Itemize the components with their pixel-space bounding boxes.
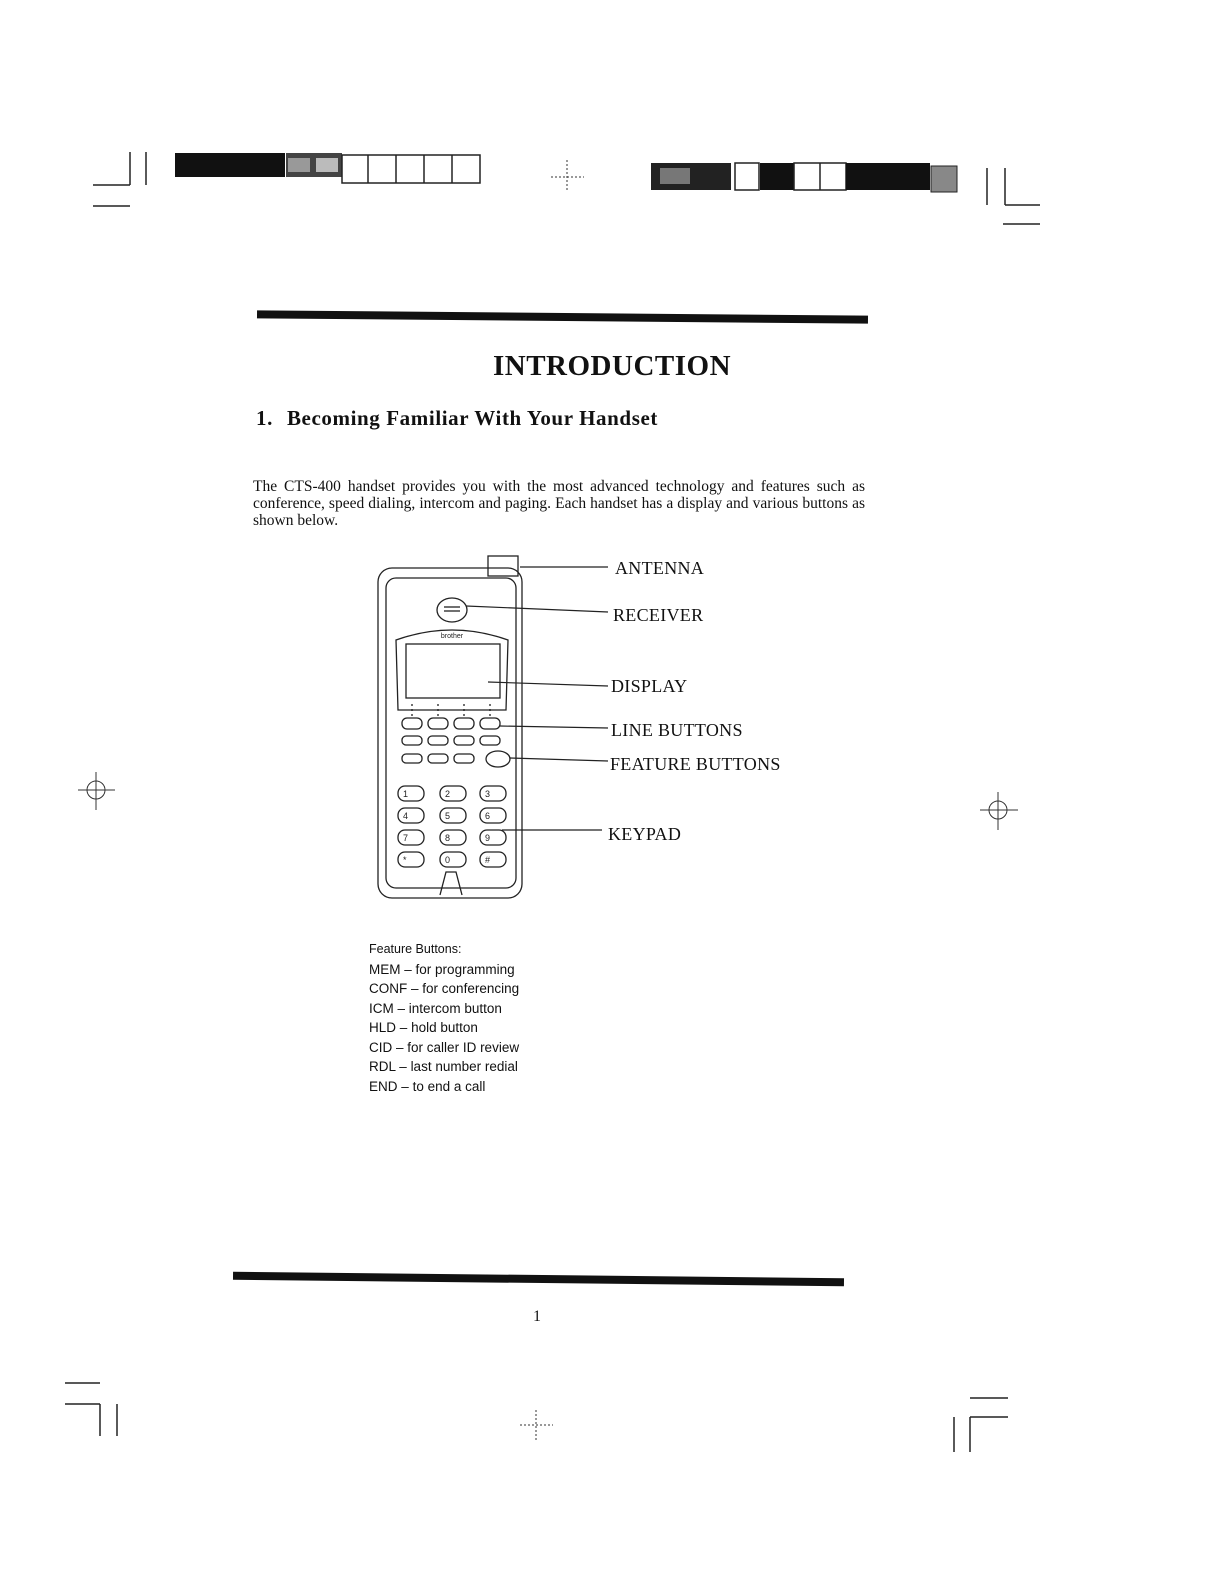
callout-display: DISPLAY <box>611 676 688 696</box>
callout-keypad: KEYPAD <box>608 824 682 844</box>
callout-antenna: ANTENNA <box>615 558 705 578</box>
brand-label: brother <box>440 633 464 640</box>
svg-text:9: 9 <box>485 833 491 843</box>
svg-text:4: 4 <box>403 811 409 821</box>
feature-buttons-legend <box>369 940 519 1096</box>
section-number: 1. <box>256 406 273 430</box>
handset-diagram <box>370 550 620 900</box>
legend-item: HLD – hold button <box>369 1020 478 1035</box>
callout-feature-buttons: FEATURE BUTTONS <box>610 754 781 774</box>
svg-text:5: 5 <box>445 811 451 821</box>
svg-text:3: 3 <box>485 789 491 799</box>
svg-text:8: 8 <box>445 833 451 843</box>
svg-text:#: # <box>485 855 491 865</box>
legend-item: ICM – intercom button <box>369 1000 502 1016</box>
line-buttons-row <box>402 718 500 729</box>
section-title: Becoming Familiar With Your Handset <box>286 406 658 430</box>
legend-item: END – to end a call <box>369 1078 486 1094</box>
display-screen <box>406 644 500 698</box>
feature-buttons-rows <box>402 736 510 767</box>
svg-text:6: 6 <box>485 811 491 821</box>
callout-receiver: RECEIVER <box>613 605 704 625</box>
antenna-shape <box>488 556 518 576</box>
section-heading <box>256 406 658 431</box>
legend-item: CID – for caller ID review <box>369 1039 520 1055</box>
intro-paragraph <box>253 478 865 529</box>
legend-item: MEM – for programming <box>369 961 515 977</box>
page-number: 1 <box>533 1308 541 1325</box>
legend-item: CONF – for conferencing <box>369 981 520 996</box>
handset-body <box>378 568 522 898</box>
svg-text:2: 2 <box>445 789 451 799</box>
legend-title: Feature Buttons: <box>369 942 462 956</box>
chapter-title: INTRODUCTION <box>492 350 732 382</box>
receiver-shape <box>437 598 467 622</box>
callout-line-buttons: LINE BUTTONS <box>611 720 743 740</box>
legend-item: RDL – last number redial <box>369 1059 518 1074</box>
svg-text:*: * <box>403 855 407 865</box>
svg-text:1: 1 <box>403 789 409 799</box>
svg-text:7: 7 <box>403 833 409 843</box>
svg-text:0: 0 <box>445 855 451 865</box>
intro-text: The CTS-400 handset provides you with the most advanced technology and features such as conference, speed dialing, intercom and paging. Each handset has a display and various buttons as shown below. <box>253 478 865 529</box>
